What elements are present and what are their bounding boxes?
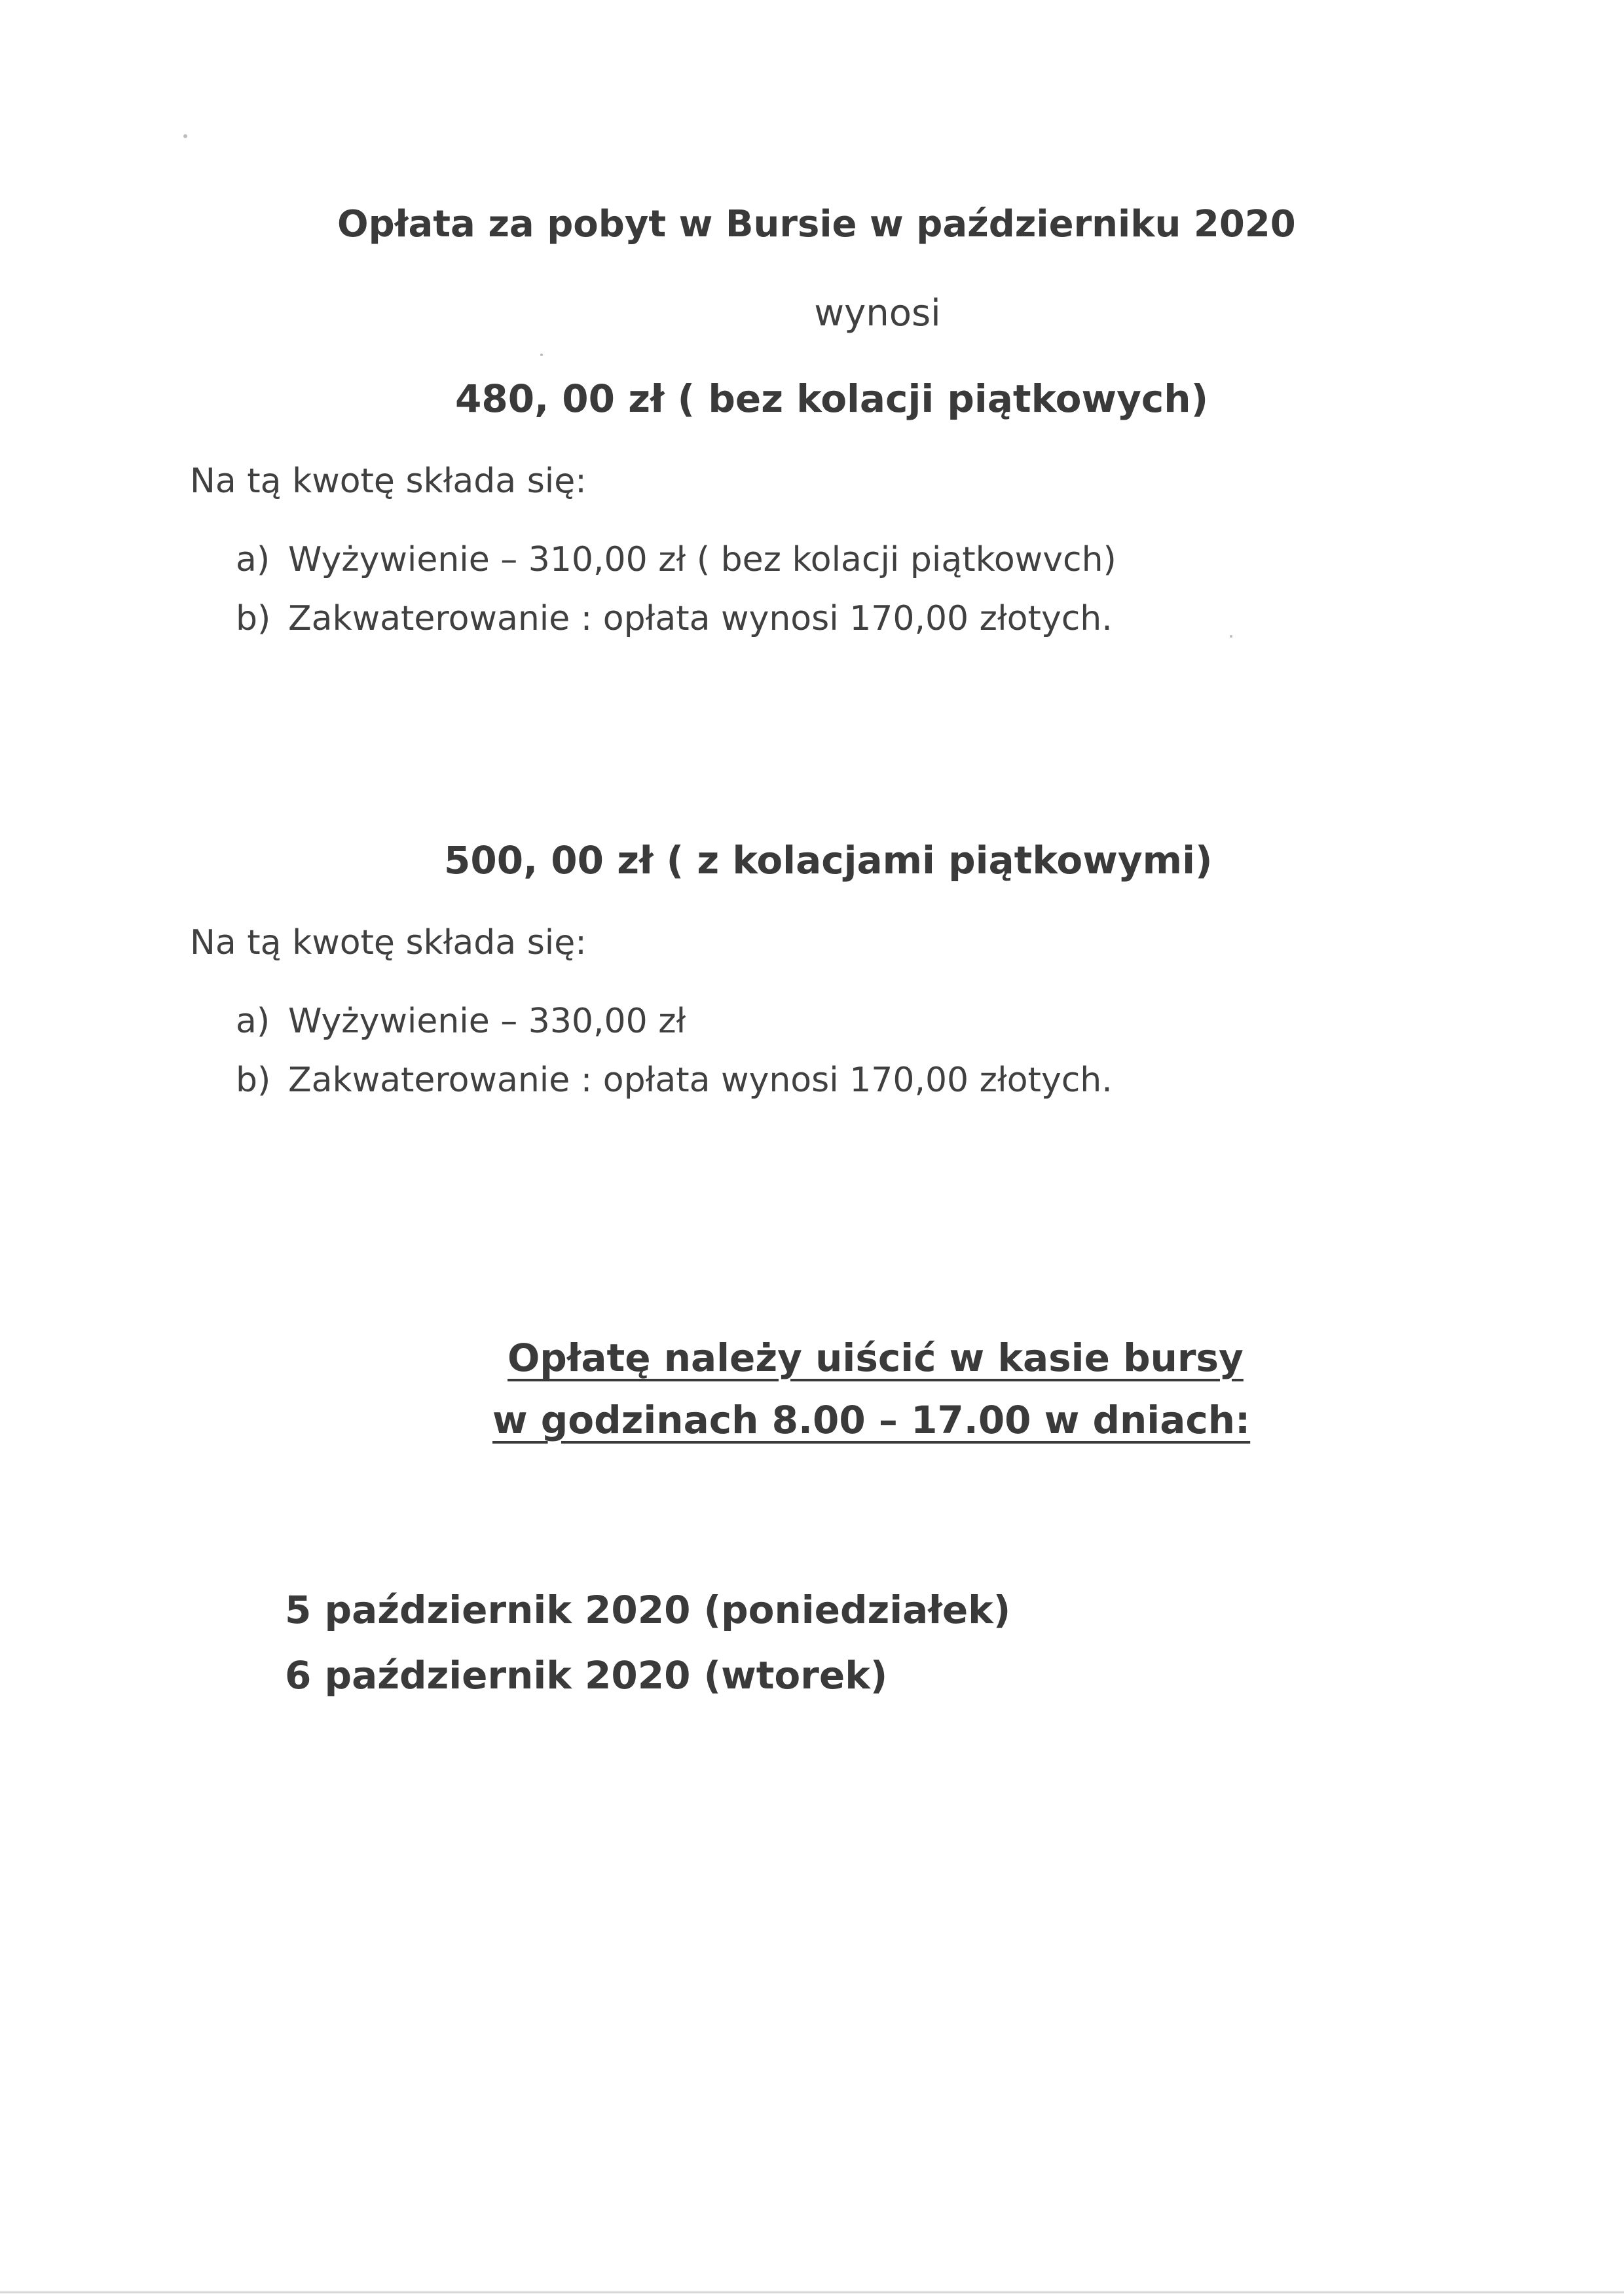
option1-amount: 480, 00 zł ( bez kolacji piątkowych) <box>455 376 1209 421</box>
option1-item-a-text: Wyżywienie – 310,00 zł ( bez kolacji piątkowvch) <box>288 540 1116 579</box>
option2-item-a-marker: a) <box>236 1002 270 1041</box>
scan-speck <box>1230 635 1232 638</box>
payment-line1: Opłatę należy uiścić w kasie bursy <box>507 1336 1244 1380</box>
option1-item-b-text: Zakwaterowanie : opłata wynosi 170,00 złotych. <box>288 599 1113 638</box>
payment-date-1: 5 październik 2020 (poniedziałek) <box>285 1588 1011 1632</box>
scan-speck <box>183 134 187 138</box>
option1-intro: Na tą kwotę składa się: <box>190 462 587 501</box>
option2-item-a-text: Wyżywienie – 330,00 zł <box>288 1002 686 1041</box>
option1-item-b-marker: b) <box>236 599 271 638</box>
option2-item-b-text: Zakwaterowanie : opłata wynosi 170,00 złotych. <box>288 1061 1113 1100</box>
option2-item-b-marker: b) <box>236 1061 271 1100</box>
option2-intro: Na tą kwotę składa się: <box>190 923 587 962</box>
document-title: Opłata za pobyt w Bursie w październiku 2020 <box>337 203 1296 246</box>
payment-line2: w godzinach 8.00 – 17.00 w dniach: <box>492 1398 1251 1442</box>
scan-speck <box>540 354 543 356</box>
option1-item-a-marker: a) <box>236 540 270 579</box>
payment-date-2: 6 październik 2020 (wtorek) <box>285 1653 888 1698</box>
scan-edge-line <box>0 2291 1624 2293</box>
document-title-line2: wynosi <box>814 292 941 335</box>
option2-amount: 500, 00 zł ( z kolacjami piątkowymi) <box>444 838 1213 883</box>
